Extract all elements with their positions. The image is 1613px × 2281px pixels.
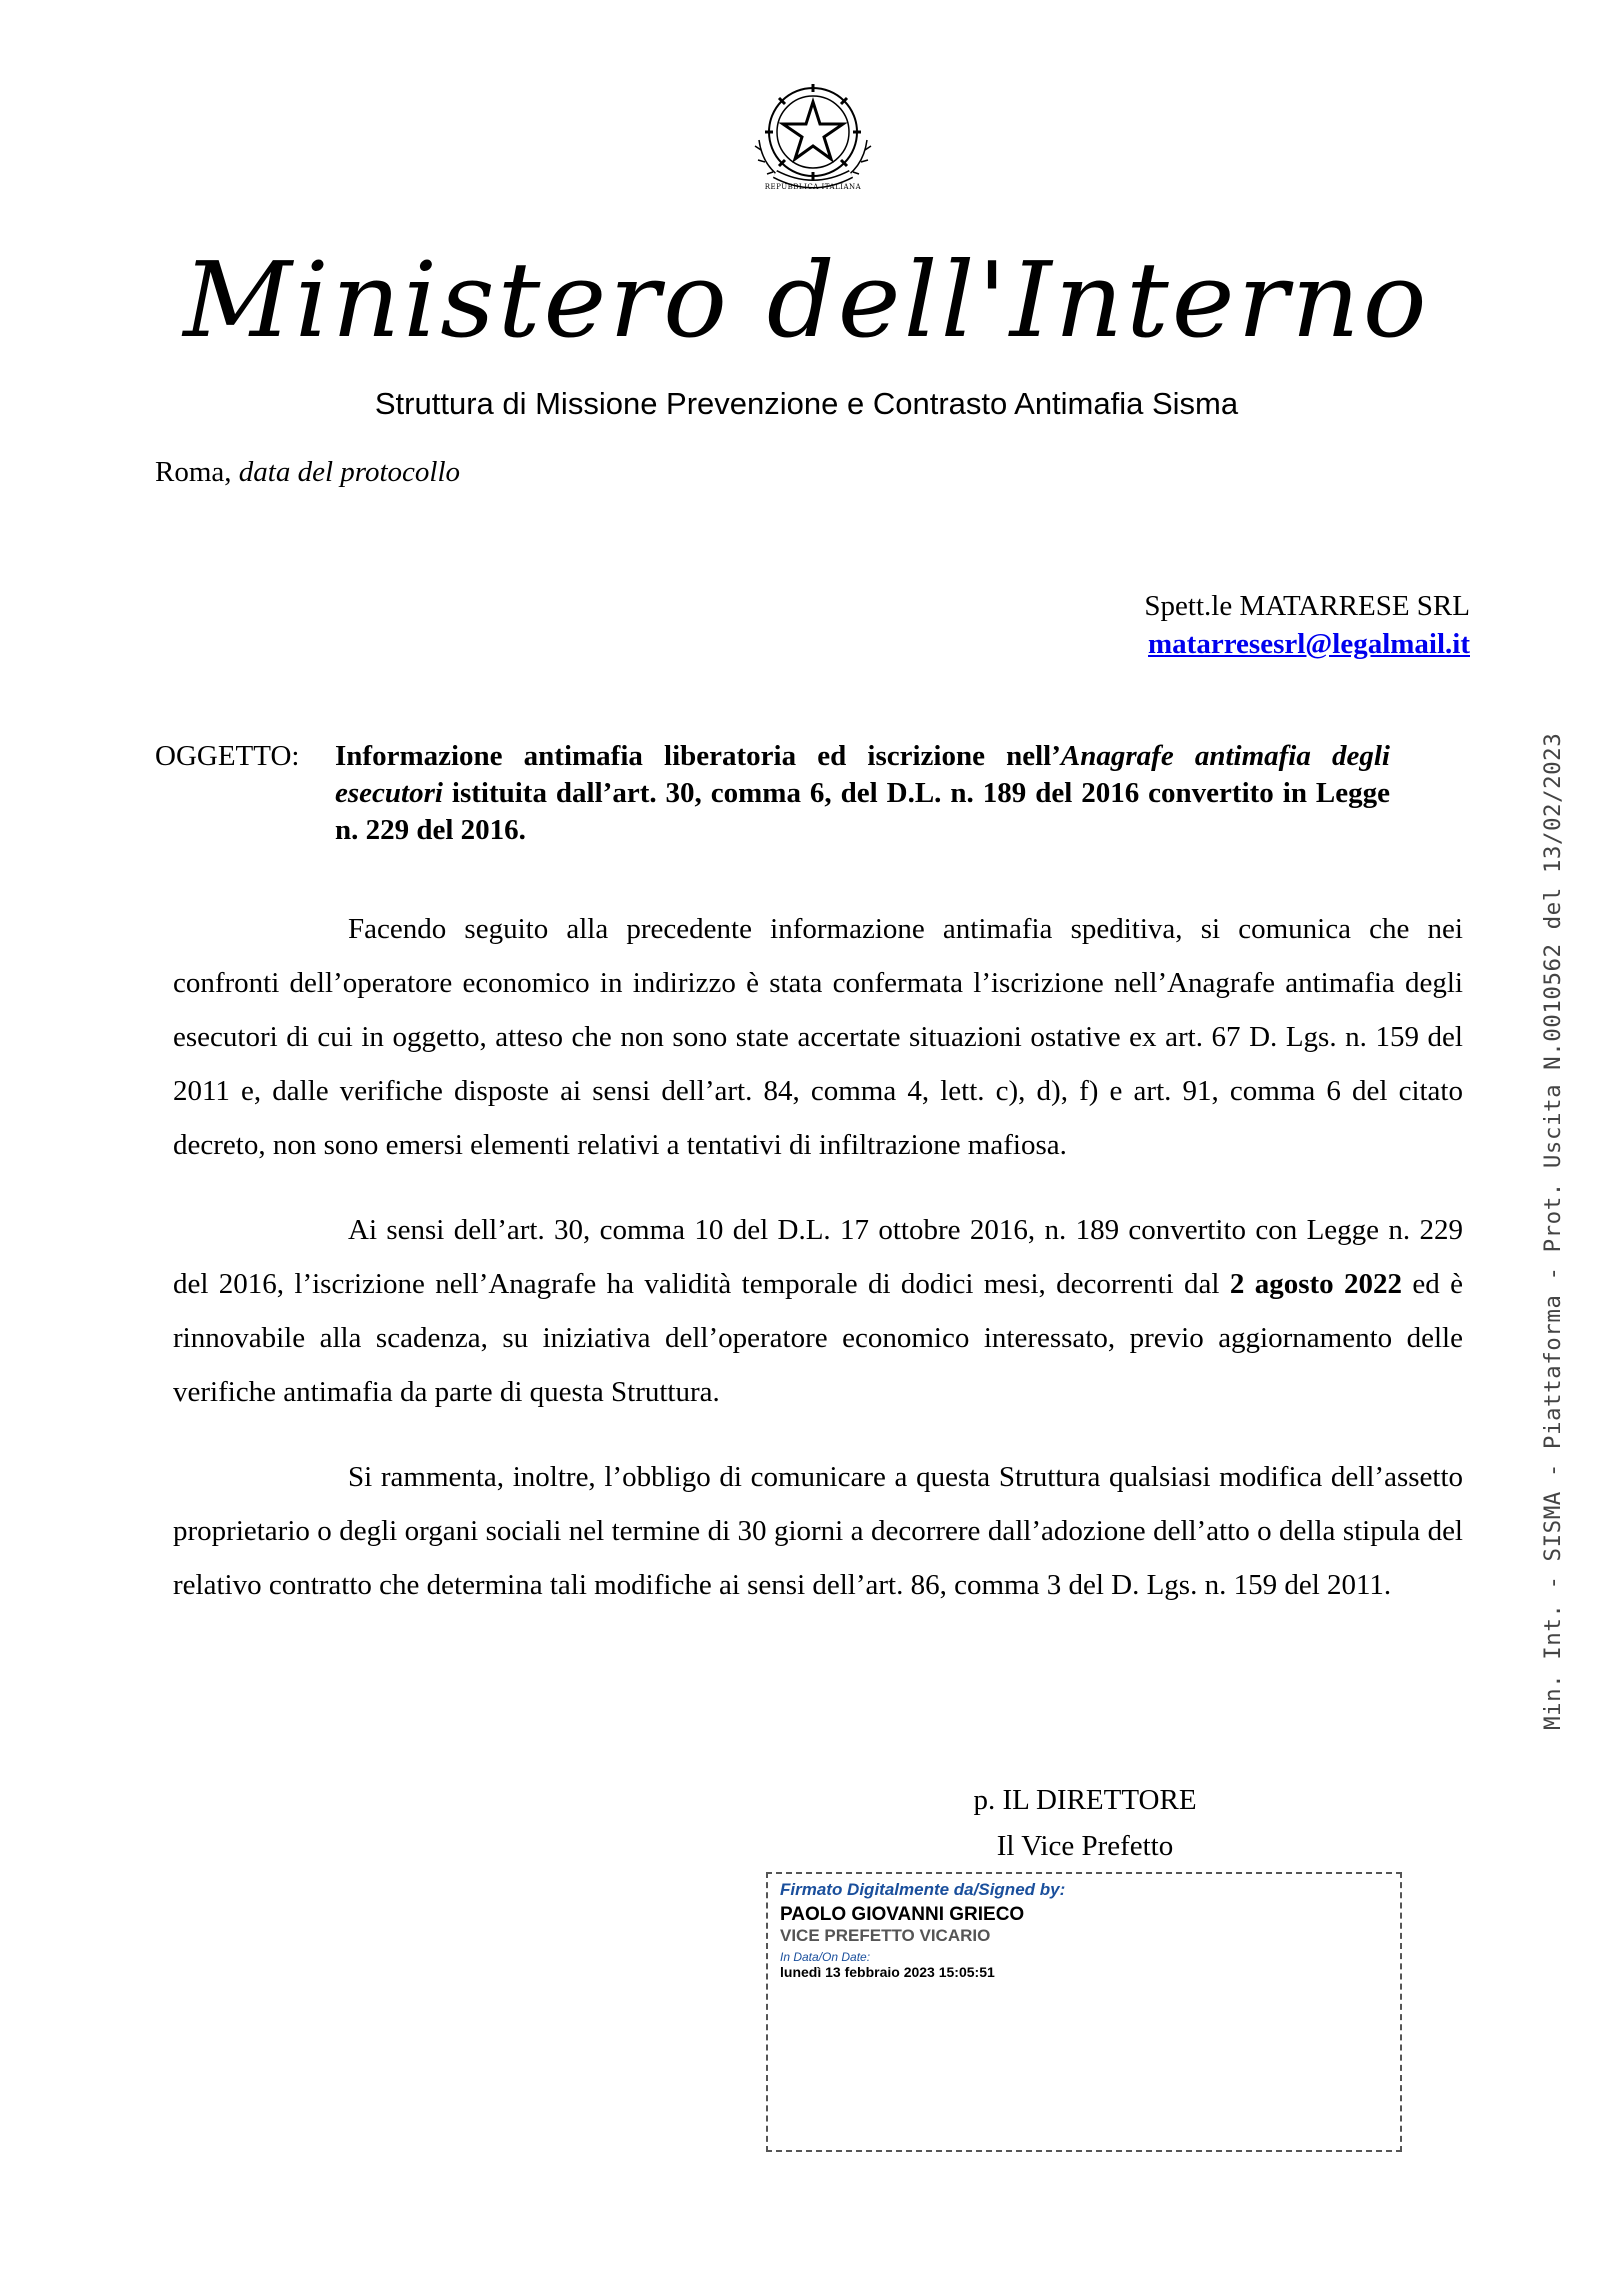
body-paragraph-3: Si rammenta, inoltre, l’obbligo di comunicare a questa Struttura qualsiasi modifica dell’assetto proprietario o degli organi sociali nel termine di 30 giorni a decorrere dall’adozione dell’atto o della stipula del relativo contratto che determina tali modifiche ai sensi dell’art. 86, comma 3 del D. Lgs. n. 159 del 2011. [173,1461,1463,1601]
body-p2-end: ed è rinnovabile alla scadenza, su iniziativa dell’operatore economico interessato, previo aggiornamento delle verifiche antimafia da parte di questa Struttura. [173,1268,1463,1408]
place: Roma, [155,456,232,488]
place-date [155,456,460,489]
recipient-block [1144,587,1470,663]
subject-part1: Informazione antimafia liberatoria ed iscrizione nell’ [335,740,1061,772]
recipient-email-link[interactable]: matarresesrl@legalmail.it [1148,628,1470,660]
department-name: Struttura di Missione Prevenzione e Contrasto Antimafia Sisma [374,386,1239,421]
protocol-stamp: Min. Int. - SISMA - Piattaforma - Prot. Uscita N.0010562 del 13/02/2023 [1540,732,1566,1730]
emblem-star-wreath-icon [745,70,881,206]
validity-date: 2 agosto 2022 [1229,1268,1403,1300]
subject-part3: istituita dall’art. 30, comma 6, del D.L. n. 189 del 2016 convertito in Legge n. 229 del 2016. [335,777,1390,846]
stamp-heading: Firmato Digitalmente da/Signed by: [780,1880,1066,1899]
ministry-title: Ministero dell'Interno [183,239,1430,361]
body-p2-start: Ai sensi dell’art. 30, comma 10 del D.L. 17 ottobre 2016, n. 189 convertito con Legge n. 229 del 2016, l’iscrizione nell’Anagrafe ha validità temporale di dodici mesi, decorrenti dal [173,1214,1463,1300]
signature-line-2: Il Vice Prefetto [996,1830,1174,1862]
body-paragraph-2 [173,1203,1463,1419]
subject-part2: Anagrafe antimafia degli esecutori [335,740,1390,809]
recipient-name: Spett.le MATARRESE SRL [1144,590,1470,622]
subject-label: OGGETTO: [155,740,300,772]
subject-block [155,738,1390,849]
subject-text [335,738,1390,849]
signer-role: VICE PREFETTO VICARIO [780,1926,991,1945]
letter-body [173,902,1463,1643]
republic-emblem [745,70,881,206]
body-paragraph-1: Facendo seguito alla precedente informazione antimafia speditiva, si comunica che nei confronti dell’operatore economico in indirizzo è stata confermata l’iscrizione nell’Anagrafe antimafia degli esecutori di cui in oggetto, atteso che non sono state accertate situazioni ostative ex art. 67 D. Lgs. n. 159 del 2011 e, dalle verifiche disposte ai sensi dell’art. 84, comma 4, lett. c), d), f) e art. 91, comma 6 del citato decreto, non sono emersi elementi relativi a tentativi di infiltrazione mafiosa. [173,913,1463,1161]
stamp-date: lunedì 13 febbraio 2023 15:05:51 [780,1964,995,1980]
signature-block [900,1777,1270,1869]
emblem-text: REPUBBLICA ITALIANA [764,183,862,191]
signer-name: PAOLO GIOVANNI GRIECO [780,1904,1025,1925]
signature-line-1: p. IL DIRETTORE [973,1784,1197,1816]
stamp-date-label: In Data/On Date: [780,1950,871,1964]
digital-signature-stamp [766,1872,1402,2152]
date: data del protocollo [238,456,461,488]
